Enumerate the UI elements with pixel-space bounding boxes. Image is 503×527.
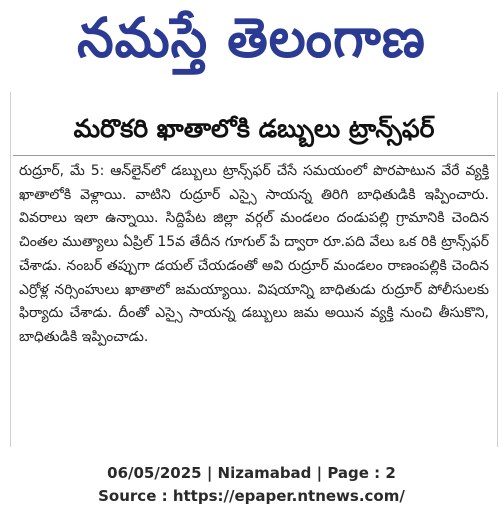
- clipping-top-fragment: [11, 92, 497, 110]
- article-headline: మరొకరి ఖాతాలోకి డబ్బులు ట్రాన్స్‌ఫర్: [73, 114, 435, 143]
- headline-divider: [13, 155, 495, 156]
- masthead-title: నమస్తే తెలంగాణ: [77, 6, 426, 70]
- masthead: [0, 0, 503, 90]
- news-clipping: [10, 92, 498, 447]
- article-body: రుద్రూర్, మే 5: ఆన్‌లైన్‌లో డబ్బులు ట్రాన్స్‌ఫర్ చేసే సమయంలో పొరపాటున వేరే వ్యక్తి ఖాతాలోకి వెళ్లాయి. వాటిని రుద్రూర్ ఎస్సై సాయన్న తిరిగి బాధితుడికి ఇప్పించారు. వివరాలు ఇలా ఉన్నాయి. సిద్దిపేట జిల్లా వర్గల్ మండలం దండుపల్లి గ్రామానికి చెందిన చింతల ముత్యాలు ఏప్రిల్ 15వ తేదీన గూగుల్ పే ద్వారా రూ.పది వేలు ఒక రికి ట్రాన్స్‌ఫర్ చేశాడు. నంబర్ తప్పుగా డయల్ చేయడంతో అవి రుద్రూర్ మండలం రాణంపల్లికి చెందిన ఎర్రోళ్ల నర్సింహులు ఖాతాలో జమయ్యాయి. విషయాన్ని బాధితుడు రుద్రూర్ పోలీసులకు ఫిర్యాదు చేశాడు. దీంతో ఎస్సై సాయన్న డబ్బులు జమ అయిన వ్యక్తి నుంచి తీసుకొని, బాధితుడికి ఇప్పించాడు.: [19, 163, 489, 345]
- footer-edition-info: 06/05/2025 | Nizamabad | Page : 2: [107, 464, 396, 482]
- footer-source: Source : https://epaper.ntnews.com/: [98, 487, 405, 505]
